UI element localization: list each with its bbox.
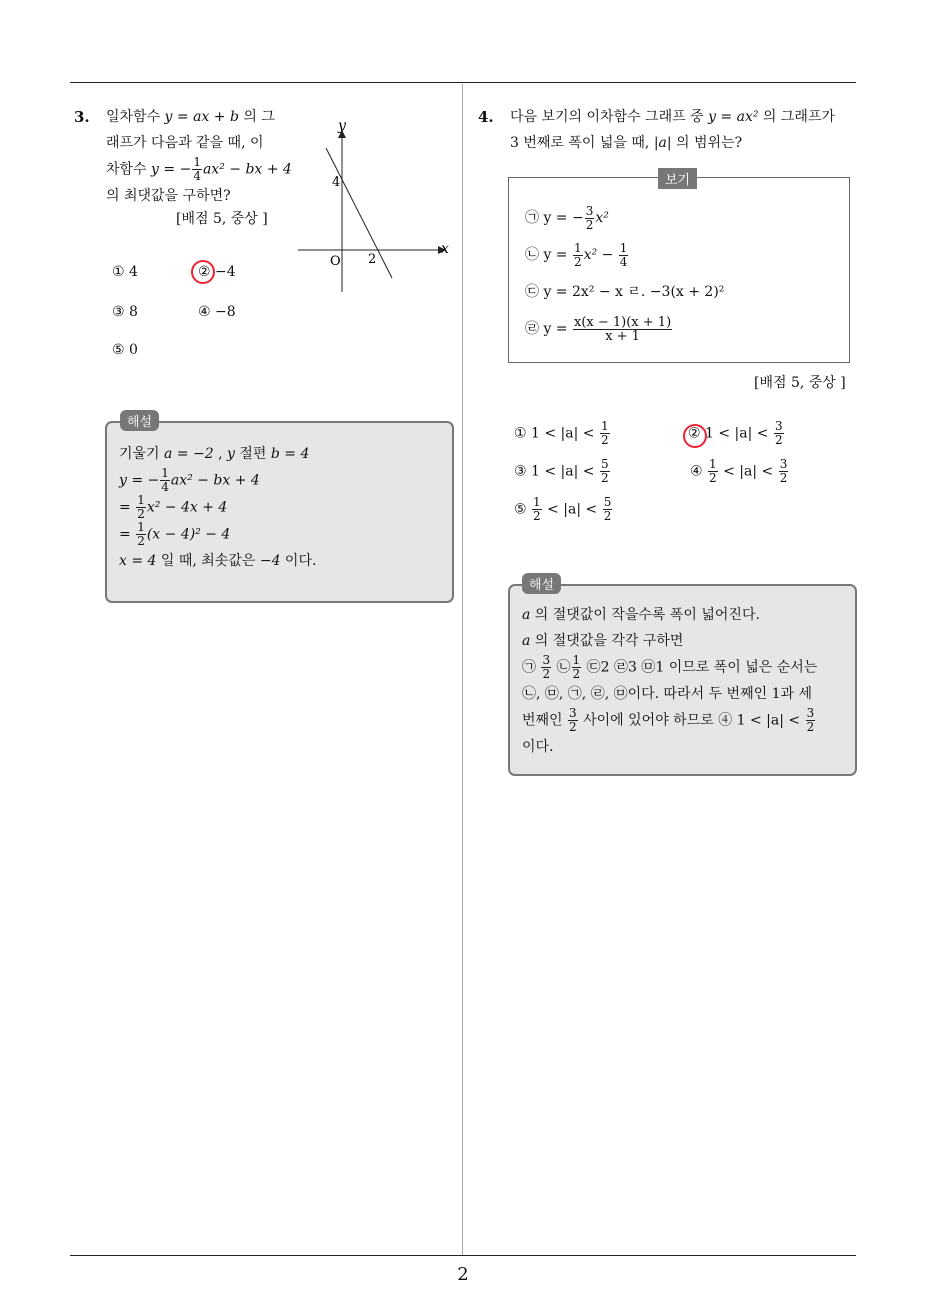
page-number: 2 [457,1264,469,1285]
q4-option-1[interactable]: ① 1 < |a| < $\frac{1}{2}$ [514,419,609,447]
q3-prompt: 일차함수 y = ax + b 의 그 래프가 다음과 같을 때, 이 차함수 y = − $\frac{1}{4}$ ax² − bx + 4 의 최댓값을 구하면? [106,109,292,204]
x-intercept-label: 2 [368,252,377,267]
q4-answer-mark [683,424,707,448]
q4-prompt: 다음 보기의 이차함수 그래프 중 y = ax² 의 그래프가 3 번째로 폭이 넓을 때, |a| 의 범위는? [510,109,835,151]
q3-option-2[interactable]: ② −4 [198,264,236,280]
q4-option-4[interactable]: ④ $\frac{1}{2}$ < |a| < $\frac{3}{2}$ [690,457,788,485]
q4-example-box [508,177,850,363]
q3-solution-box [105,421,454,603]
q3-solution-tag: 해설 [120,410,159,431]
y-label: y [338,118,346,134]
q4-solution-tag: 해설 [522,573,561,594]
q3-line-graph [290,110,455,300]
q4-number: 4. [478,108,494,126]
y-intercept-label: 4 [332,175,341,190]
q3-solution-text: 기울기 a = −2 , y 절편 b = 4 y = − $\frac{1}{4}$ ax² − bx + 4 = $\frac{1}{2}$ x² − 4x + 4 = $\frac{1}{2}$ (x − 4)² − 4 x = 4 일 때, 최솟값은 −4 이다. [119,446,317,569]
q4-example-items: ㉠ y = − $\frac{3}{2}$ x² ㉡ y = $\frac{1}{2}$ x² − $\frac{1}{4}$ ㉢ y = 2x² − x ㄹ. −3(x + 2)² ㉣ y = $\frac{x(x - 1)(x + 1)}{x + 1}$ [525,203,725,344]
q3-option-4[interactable]: ④ −8 [198,304,236,320]
q3-answer-mark [191,260,215,284]
q4-solution-text: a 의 절댓값이 작을수록 폭이 넓어진다. a 의 절댓값을 각각 구하면 ㉠ $\frac{3}{2}$ ㉡ $\frac{1}{2}$ ㉢2 ㉣3 ㉤1 이므로 폭이 넓은 순서는 ㉡, ㉤, ㉠, ㉣, ㉤이다. 따라서 두 번째인 1과 세 번째인 $\frac{3}{2}$ 사이에 있어야 하므로 ④ 1 < |a| < $\frac{3}{2}$ 이다. [522,607,818,755]
q4-example-tag: 보기 [658,168,697,189]
x-label: x [441,241,449,257]
q4-solution-box [508,584,857,776]
q3-option-1[interactable]: ① 4 [112,264,138,280]
q4-option-2[interactable]: ② 1 < |a| < $\frac{3}{2}$ [688,419,783,447]
column-divider [462,84,463,1256]
q4-option-3[interactable]: ③ 1 < |a| < $\frac{5}{2}$ [514,457,609,485]
origin-label: O [330,254,341,269]
q4-score: [배점 5, 중상 ] [754,375,846,391]
top-rule [70,82,856,83]
q4-option-5[interactable]: ⑤ $\frac{1}{2}$ < |a| < $\frac{5}{2}$ [514,495,612,523]
q3-score: [배점 5, 중상 ] [176,211,268,227]
bottom-rule [70,1255,856,1256]
q3-number: 3. [74,108,90,126]
q3-option-5[interactable]: ⑤ 0 [112,342,138,358]
q3-option-3[interactable]: ③ 8 [112,304,138,320]
